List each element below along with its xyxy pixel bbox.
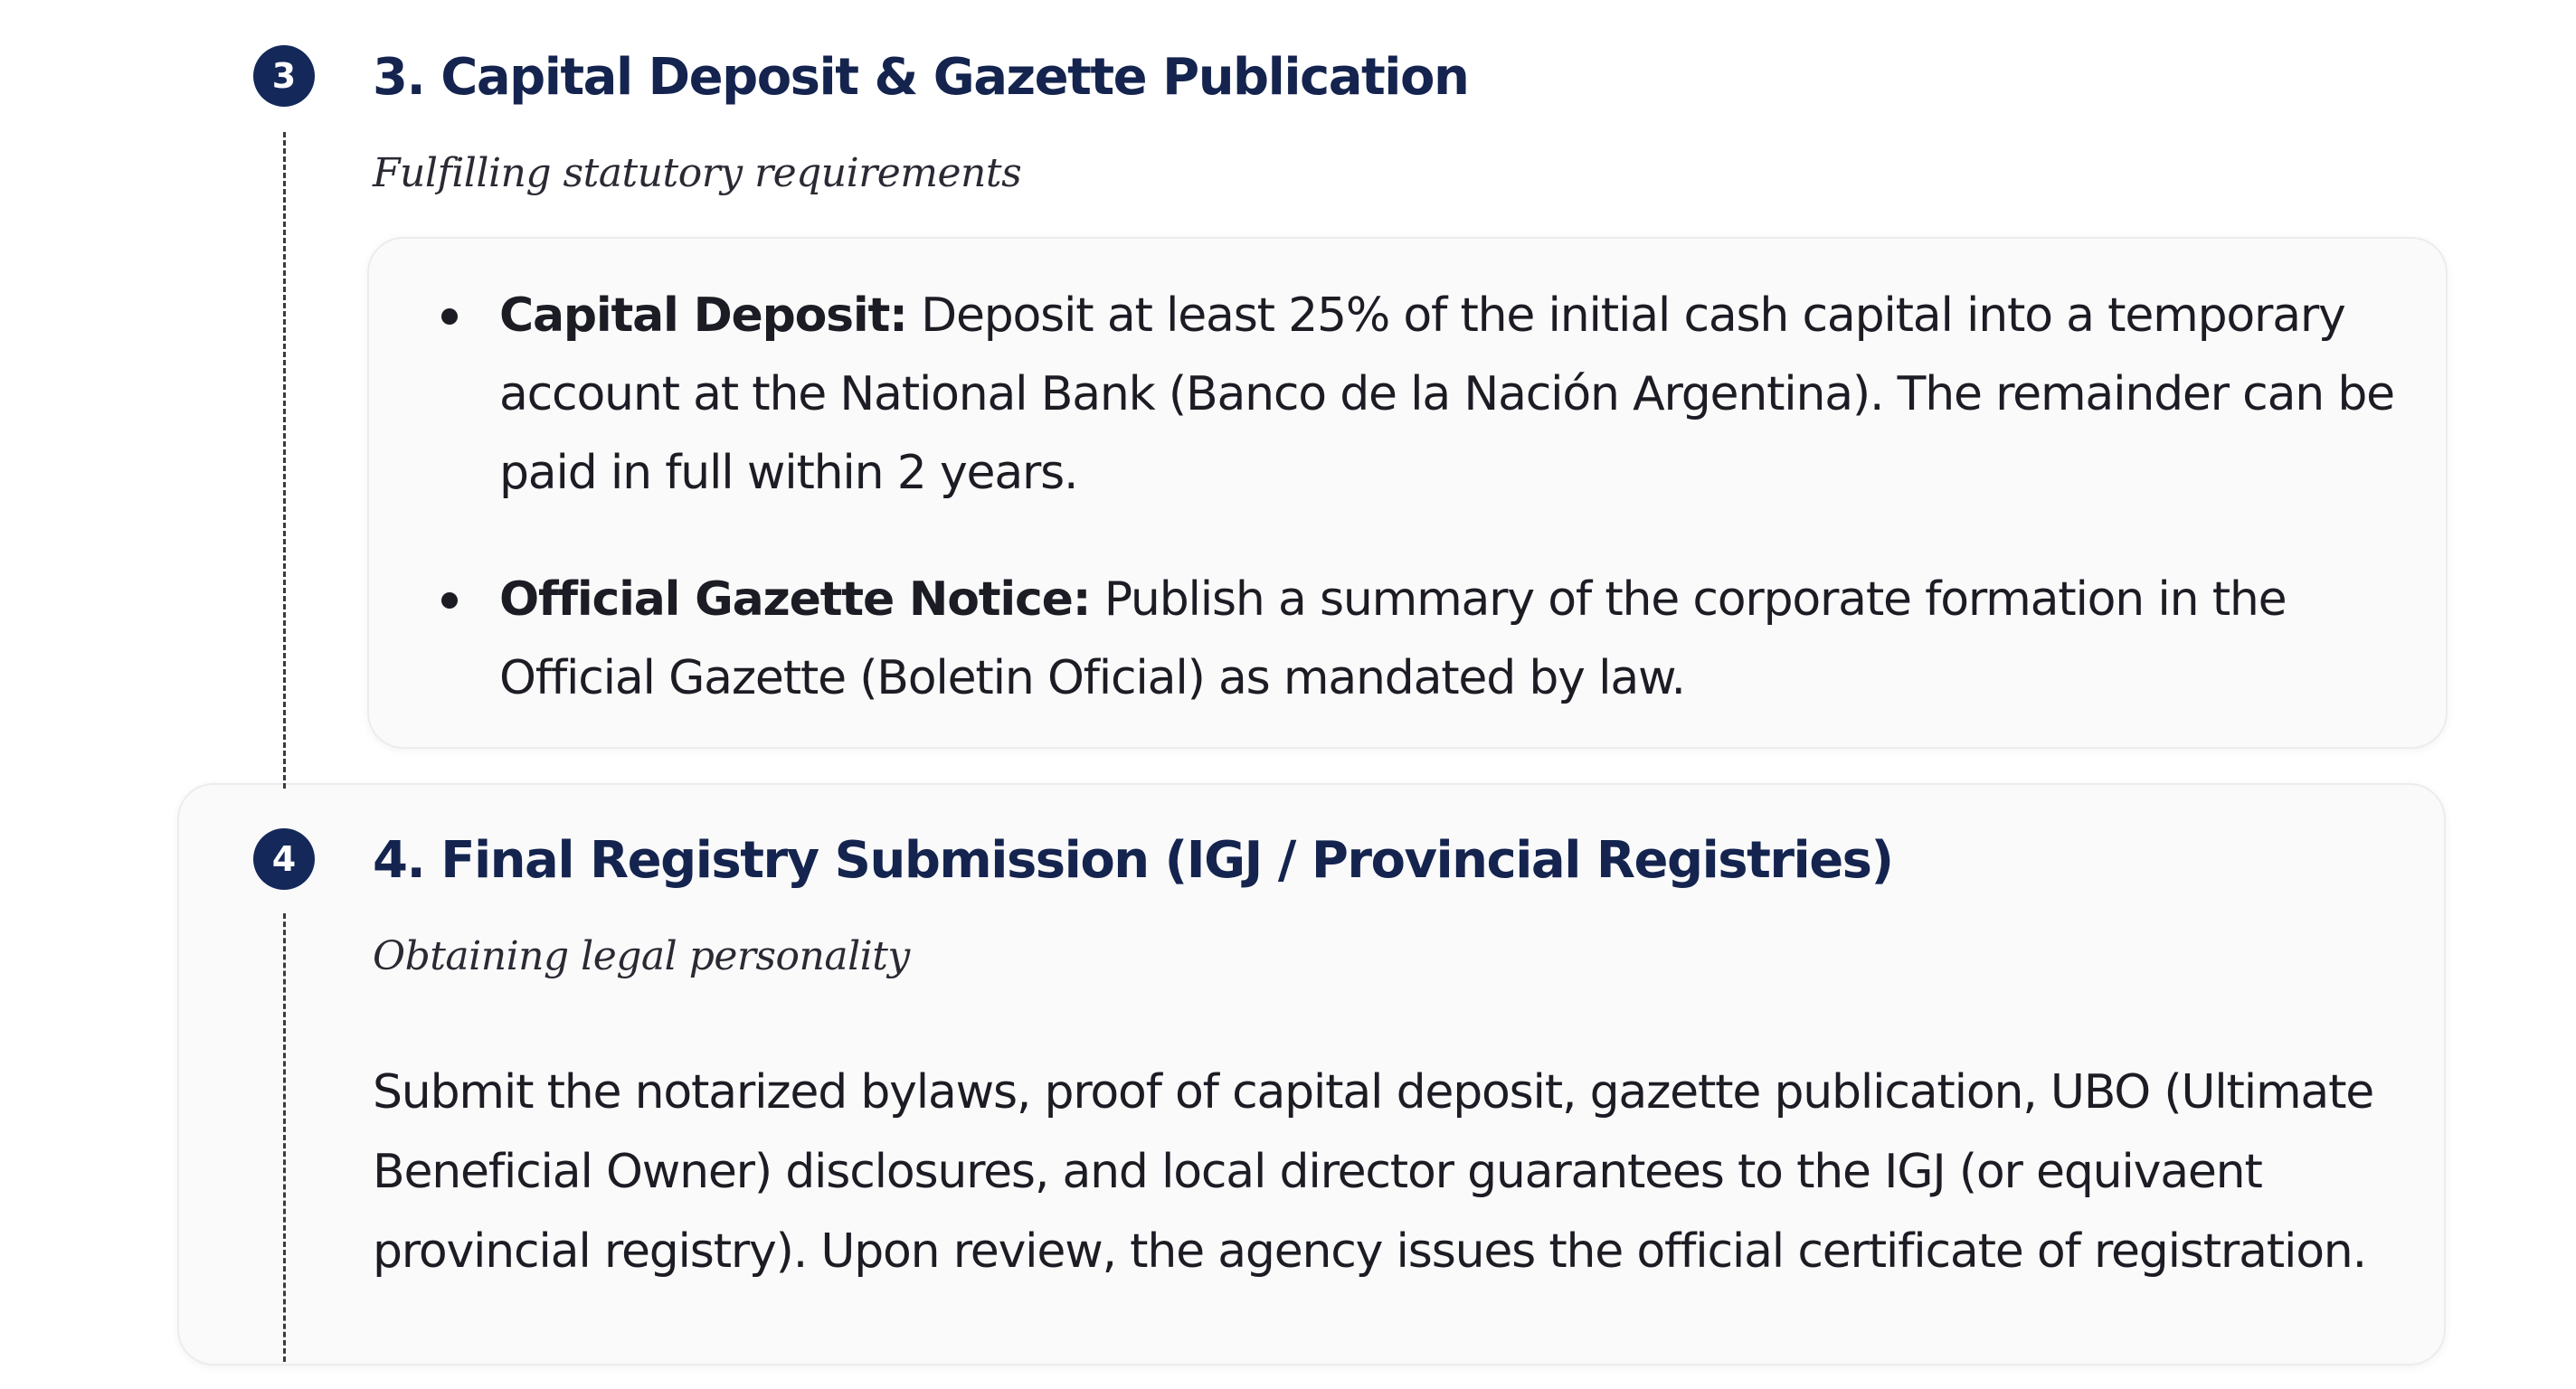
- step-3-bullet-list: [499, 277, 2444, 718]
- capital-deposit-text: Deposit at least 25% of the initial cash capital into a temporary account at the National Bank (Banco de la Nación Argentina). The remainder can be paid in full within 2 years.: [499, 288, 2394, 500]
- step-4-timeline-connector: [283, 913, 286, 1362]
- step-4-title: 4. Final Registry Submission (IGJ / Provincial Registries): [373, 831, 1893, 890]
- capital-deposit-label: Capital Deposit:: [499, 288, 907, 343]
- capital-deposit-item: [499, 277, 2444, 513]
- step-4-subtitle: Obtaining legal personality: [373, 933, 910, 979]
- step-3-subtitle: Fulfilling statutory requirements: [373, 150, 1022, 196]
- gazette-notice-item: [499, 561, 2444, 718]
- step-4-description: Submit the notarized bylaws, proof of capital deposit, gazette publication, UBO (Ultimate Beneficial Owner) disclosures, and local director guarantees to the IGJ (or equivaent provincial registry). Upon review, the agency issues the official certificate of registration.: [373, 1065, 2374, 1279]
- gazette-notice-label: Official Gazette Notice:: [499, 572, 1091, 627]
- step-3-timeline-connector: [283, 132, 286, 789]
- step-4-number-badge: 4: [253, 828, 315, 890]
- gazette-notice-text: Publish a summary of the corporate formation in the Official Gazette (Boletin Oficial) as mandated by law.: [499, 572, 2287, 705]
- step-3-title: 3. Capital Deposit & Gazette Publication: [373, 48, 1469, 107]
- step-3-number-badge: 3: [253, 45, 315, 107]
- bullet-dot: [441, 592, 458, 609]
- bullet-dot: [441, 308, 458, 325]
